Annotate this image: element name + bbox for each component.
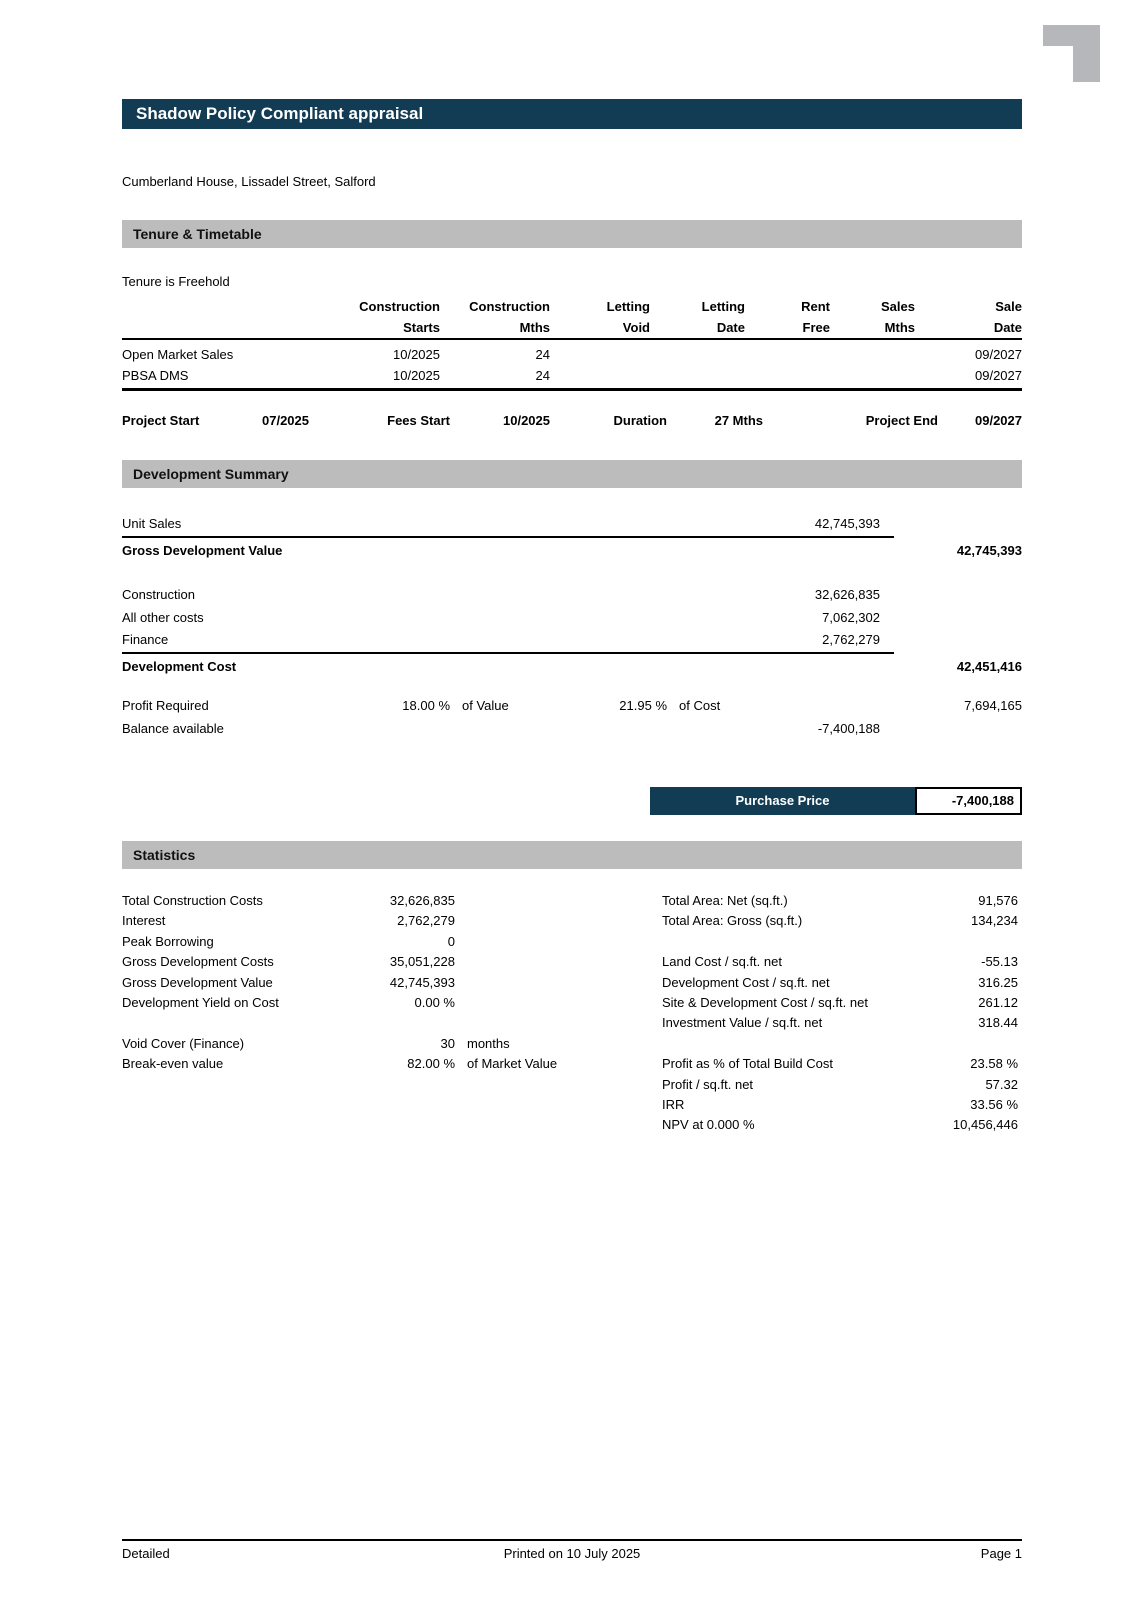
other-costs-value: 7,062,302 — [822, 610, 880, 625]
corner-logo-side-bar — [1073, 25, 1100, 82]
construction-value: 32,626,835 — [814, 587, 880, 602]
project-timeline-row — [122, 413, 1022, 429]
balance-available-label: Balance available — [122, 721, 224, 736]
report-title: Shadow Policy Compliant appraisal — [136, 104, 424, 123]
tenure-table-header — [122, 296, 1022, 338]
project-end-label: Project End — [865, 413, 938, 428]
col-header-letting-date: Letting Date — [701, 299, 745, 335]
project-end-value: 09/2027 — [975, 413, 1022, 428]
stat-row: Peak Borrowing 0 — [122, 934, 455, 949]
footer-report-type: Detailed — [122, 1546, 170, 1561]
finance-label: Finance — [122, 632, 169, 647]
stat-row: IRR 33.56 % — [662, 1097, 1018, 1112]
purchase-price-value: -7,400,188 — [915, 787, 1022, 815]
col-header-sale-date: Sale Date — [993, 299, 1022, 335]
tenure-row-label: PBSA DMS — [122, 368, 189, 383]
profit-of-value-caption: of Value — [462, 698, 509, 713]
property-address: Cumberland House, Lissadel Street, Salford — [122, 174, 376, 189]
other-costs-label: All other costs — [122, 610, 204, 625]
footer — [122, 1546, 1022, 1561]
tenure-row-pbsa-dms: PBSA DMS 10/2025 24 09/2027 — [122, 365, 1022, 386]
development-cost-value: 42,451,416 — [956, 659, 1022, 674]
col-header-letting-void: Letting Void — [606, 299, 650, 335]
project-start-value: 07/2025 — [262, 413, 309, 428]
stat-row: Total Construction Costs 32,626,835 Total Area: Net (sq.ft.) 91,576 — [122, 893, 1018, 908]
duration-value: 27 Mths — [714, 413, 763, 428]
unit-sales-label: Unit Sales — [122, 516, 182, 531]
col-header-construction-mths: Construction Mths — [469, 299, 550, 335]
balance-available-row — [122, 721, 1022, 737]
stat-row: Gross Development Costs 35,051,228 Land Cost / sq.ft. net -55.13 — [122, 954, 1018, 969]
footer-printed-date: Printed on 10 July 2025 — [503, 1546, 641, 1561]
tenure-bottom-rule — [122, 388, 1022, 391]
gdv-label: Gross Development Value — [122, 543, 283, 558]
profit-pct-of-value: 18.00 % — [402, 698, 450, 713]
finance-row — [122, 632, 1022, 648]
profit-pct-of-cost: 21.95 % — [619, 698, 667, 713]
balance-available-value: -7,400,188 — [817, 721, 880, 736]
profit-required-row — [122, 698, 1022, 714]
other-costs-row — [122, 610, 1022, 626]
tenure-row-label: Open Market Sales — [122, 347, 234, 362]
summary-rule-1 — [122, 536, 894, 538]
stat-row: Break-even value 82.00 % of Market Value Profit as % of Total Build Cost 23.58 % — [122, 1056, 1018, 1071]
unit-sales-row — [122, 516, 1022, 532]
section-header-statistics: Statistics — [122, 841, 1022, 869]
finance-value: 2,762,279 — [822, 632, 880, 647]
report-title-band — [122, 99, 1022, 129]
fees-start-value: 10/2025 — [503, 413, 550, 428]
summary-rule-2 — [122, 652, 894, 654]
stat-row: Void Cover (Finance) 30 months — [122, 1036, 510, 1051]
purchase-price-label: Purchase Price — [650, 787, 915, 815]
col-header-rent-free: Rent Free — [801, 299, 830, 335]
section-header-development-summary: Development Summary — [122, 460, 1022, 488]
development-cost-label: Development Cost — [122, 659, 237, 674]
footer-page-number: Page 1 — [980, 1546, 1022, 1561]
stat-row: NPV at 0.000 % 10,456,446 — [662, 1117, 1018, 1132]
construction-label: Construction — [122, 587, 195, 602]
col-header-construction-starts: Construction Starts — [359, 299, 440, 335]
duration-label: Duration — [613, 413, 667, 428]
profit-required-value: 7,694,165 — [964, 698, 1022, 713]
stat-row: Profit / sq.ft. net 57.32 — [662, 1077, 1018, 1092]
unit-sales-value: 42,745,393 — [814, 516, 880, 531]
development-cost-row — [122, 659, 1022, 675]
project-start-label: Project Start — [122, 413, 200, 428]
construction-row — [122, 587, 1022, 603]
tenure-note: Tenure is Freehold — [122, 274, 230, 289]
col-header-sales-mths: Sales Mths — [881, 299, 915, 335]
stat-row: Investment Value / sq.ft. net 318.44 — [662, 1015, 1018, 1030]
gross-development-value-row — [122, 543, 1022, 559]
statistics-table — [122, 893, 1018, 1153]
gdv-value: 42,745,393 — [956, 543, 1022, 558]
stat-row: Development Yield on Cost 0.00 % Site & Development Cost / sq.ft. net 261.12 — [122, 995, 1018, 1010]
stat-row: Gross Development Value 42,745,393 Development Cost / sq.ft. net 316.25 — [122, 975, 1018, 990]
footer-rule — [122, 1539, 1022, 1541]
profit-of-cost-caption: of Cost — [679, 698, 721, 713]
report-content — [122, 0, 1022, 1600]
profit-required-label: Profit Required — [122, 698, 209, 713]
section-header-tenure: Tenure & Timetable — [122, 220, 1022, 248]
fees-start-label: Fees Start — [387, 413, 450, 428]
stat-row: Interest 2,762,279 Total Area: Gross (sq.ft.) 134,234 — [122, 913, 1018, 928]
purchase-price-row — [650, 787, 1022, 815]
tenure-header-rule — [122, 338, 1022, 340]
tenure-row-open-market-sales: Open Market Sales 10/2025 24 09/2027 — [122, 344, 1022, 365]
